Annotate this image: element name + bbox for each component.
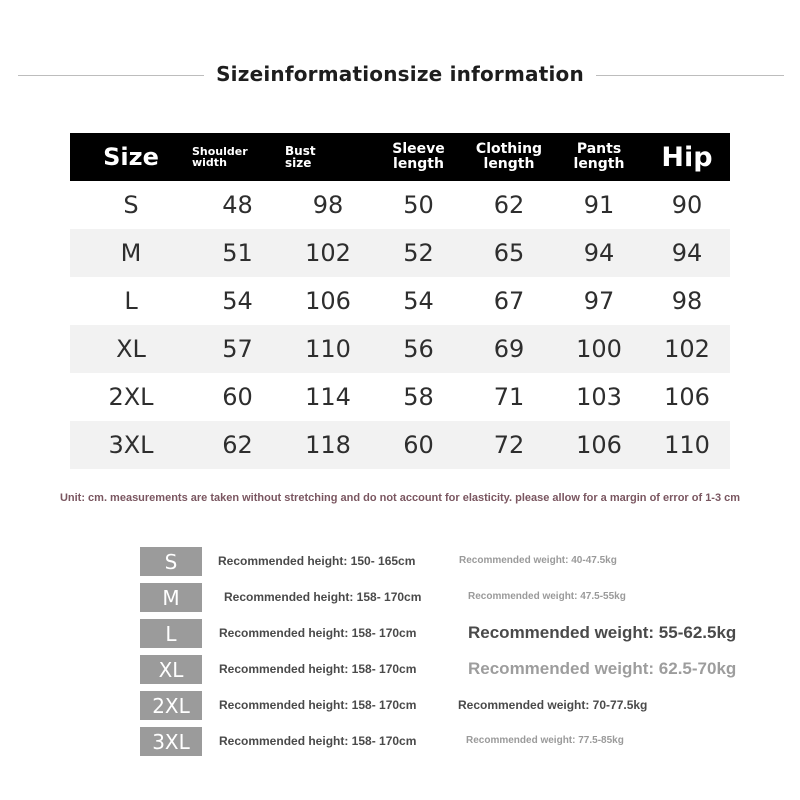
cell-shoulder: 51 — [222, 239, 253, 267]
recommended-height: Recommended height: 150- 165cm — [218, 554, 416, 568]
recommended-height: Recommended height: 158- 170cm — [219, 734, 417, 748]
table-row — [70, 181, 730, 229]
cell-shoulder: 57 — [222, 335, 253, 363]
cell-shoulder: 62 — [222, 431, 253, 459]
measurement-note: Unit: cm. measurements are taken without stretching and do not account for elasticity. please allow for a margin of error of 1-3 cm — [59, 492, 741, 504]
size-table — [70, 133, 730, 469]
header-shoulder-width — [192, 146, 283, 168]
table-row — [70, 421, 730, 469]
cell-hip: 110 — [664, 431, 710, 459]
cell-sleeve: 52 — [403, 239, 434, 267]
cell-sleeve: 50 — [403, 191, 434, 219]
cell-sleeve: 54 — [403, 287, 434, 315]
cell-shoulder: 54 — [222, 287, 253, 315]
size-badge: L — [140, 619, 202, 648]
cell-pants: 103 — [576, 383, 622, 411]
title-divider-right — [596, 75, 784, 76]
header-size: Size — [103, 143, 159, 171]
size-badge: XL — [140, 655, 202, 684]
header-clothing-length — [464, 142, 554, 172]
table-row — [70, 373, 730, 421]
table-row — [70, 325, 730, 373]
recommended-height: Recommended height: 158- 170cm — [219, 698, 417, 712]
size-table-header — [70, 133, 730, 181]
recommended-weight: Recommended weight: 40-47.5kg — [459, 555, 617, 566]
cell-shoulder: 48 — [222, 191, 253, 219]
recommended-weight: Recommended weight: 70-77.5kg — [458, 698, 648, 712]
cell-bust: 102 — [305, 239, 351, 267]
recommendation-row — [140, 655, 780, 684]
header-pants-length-text: Pants length — [573, 141, 625, 172]
cell-pants: 100 — [576, 335, 622, 363]
recommended-height: Recommended height: 158- 170cm — [219, 662, 417, 676]
cell-hip: 90 — [671, 191, 703, 219]
cell-pants: 97 — [583, 287, 615, 315]
cell-clothing: 72 — [493, 431, 525, 459]
cell-size: L — [124, 287, 138, 315]
header-bust-size-text: Bust size — [285, 144, 316, 170]
cell-bust: 118 — [305, 431, 351, 459]
cell-sleeve: 60 — [403, 431, 434, 459]
header-clothing-length-text: Clothing length — [475, 141, 543, 172]
cell-clothing: 71 — [493, 383, 525, 411]
title-divider-left — [18, 75, 204, 76]
cell-bust: 110 — [305, 335, 351, 363]
header-bust-size — [283, 145, 373, 169]
recommended-height: Recommended height: 158- 170cm — [219, 626, 417, 640]
cell-size: XL — [116, 335, 146, 363]
header-shoulder-width-text: Shoulder width — [192, 145, 248, 169]
cell-hip: 94 — [671, 239, 703, 267]
size-badge: M — [140, 583, 202, 612]
recommended-height: Recommended height: 158- 170cm — [224, 590, 422, 604]
cell-size: M — [120, 239, 142, 267]
cell-pants: 91 — [583, 191, 615, 219]
cell-sleeve: 56 — [403, 335, 434, 363]
cell-hip: 102 — [664, 335, 710, 363]
recommended-weight: Recommended weight: 55-62.5kg — [468, 623, 737, 642]
cell-size: 2XL — [108, 383, 154, 411]
header-sleeve-length-text: Sleeve length — [392, 141, 445, 172]
cell-pants: 94 — [583, 239, 615, 267]
recommended-weight: Recommended weight: 77.5-85kg — [466, 735, 624, 746]
cell-sleeve: 58 — [403, 383, 434, 411]
size-badge: S — [140, 547, 202, 576]
recommendation-row — [140, 691, 780, 720]
table-row — [70, 277, 730, 325]
table-row — [70, 229, 730, 277]
recommendation-row — [140, 583, 780, 612]
recommendation-row — [140, 619, 780, 648]
cell-clothing: 69 — [493, 335, 525, 363]
cell-bust: 114 — [305, 383, 351, 411]
header-sleeve-length — [373, 142, 464, 172]
recommendation-row — [140, 727, 780, 756]
cell-shoulder: 60 — [222, 383, 253, 411]
recommendation-row — [140, 547, 780, 576]
cell-bust: 106 — [305, 287, 351, 315]
cell-bust: 98 — [312, 191, 344, 219]
cell-size: S — [123, 191, 139, 219]
header-hip: Hip — [661, 141, 713, 173]
page-title: Sizeinformationsize information — [216, 62, 584, 86]
recommended-weight: Recommended weight: 47.5-55kg — [468, 591, 626, 602]
cell-hip: 106 — [664, 383, 710, 411]
recommended-weight: Recommended weight: 62.5-70kg — [468, 659, 737, 678]
size-badge: 3XL — [140, 727, 202, 756]
cell-clothing: 67 — [493, 287, 525, 315]
size-badge: 2XL — [140, 691, 202, 720]
cell-pants: 106 — [576, 431, 622, 459]
cell-clothing: 62 — [493, 191, 525, 219]
header-pants-length — [554, 142, 644, 172]
cell-hip: 98 — [671, 287, 703, 315]
cell-clothing: 65 — [493, 239, 525, 267]
cell-size: 3XL — [108, 431, 154, 459]
